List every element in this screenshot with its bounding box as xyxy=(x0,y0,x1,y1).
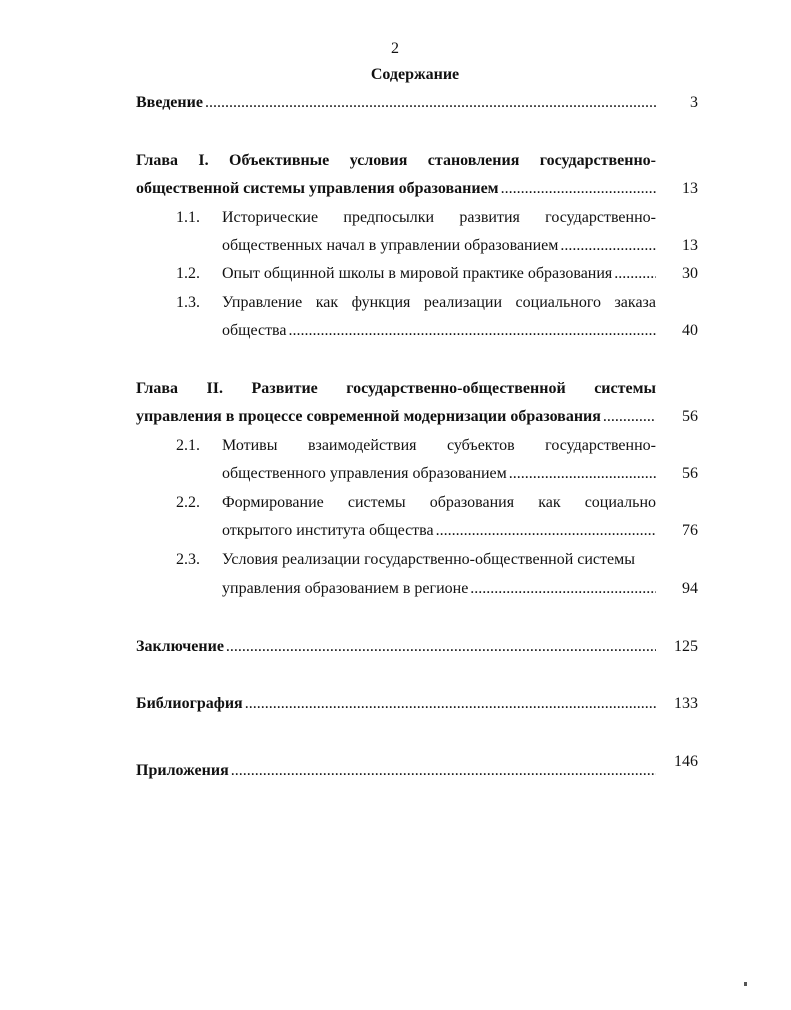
toc-section-title-end: общества xyxy=(222,322,287,339)
leader-dots xyxy=(205,92,656,114)
toc-section-2-2-line1 xyxy=(222,492,656,514)
toc-conclusion xyxy=(136,636,656,658)
word: Управление xyxy=(222,294,303,311)
toc-section-number: 2.2. xyxy=(176,494,200,511)
toc-section-page: 30 xyxy=(682,265,698,282)
toc-chapter1-title-end: общественной системы управления образованием xyxy=(136,180,499,197)
toc-section-page: 56 xyxy=(682,465,698,482)
word: субъектов xyxy=(447,437,515,454)
toc-section-1-1-line1 xyxy=(222,207,656,229)
toc-appendix-page: 146 xyxy=(674,753,698,770)
toc-section-page: 40 xyxy=(682,322,698,339)
word: Исторические xyxy=(222,209,319,226)
toc-section-title-end: открытого института общества xyxy=(222,522,434,539)
toc-intro xyxy=(136,92,656,114)
leader-dots xyxy=(226,636,656,658)
word: образования xyxy=(429,494,515,511)
word: государственно- xyxy=(545,437,656,454)
leader-dots xyxy=(560,235,656,257)
toc-intro-label: Введение xyxy=(136,94,203,111)
toc-section-page: 76 xyxy=(682,522,698,539)
word: государственно- xyxy=(545,209,656,226)
word: I. xyxy=(198,152,209,169)
toc-appendix-label: Приложения xyxy=(136,762,229,779)
toc-section-2-1-line2 xyxy=(222,463,656,485)
word: предпосылки xyxy=(343,209,435,226)
word: социально xyxy=(584,494,656,511)
word: социального xyxy=(515,294,602,311)
toc-conclusion-label: Заключение xyxy=(136,638,224,655)
leader-dots xyxy=(436,520,656,542)
word: Глава xyxy=(136,380,178,397)
toc-section-1-1-line2 xyxy=(222,235,656,257)
toc-section-1-3-line1 xyxy=(222,292,656,314)
leader-dots xyxy=(289,320,657,342)
leader-dots xyxy=(245,693,656,715)
toc-chapter2-line2 xyxy=(136,406,656,428)
toc-section-2-3-line2 xyxy=(222,578,656,600)
word: функция xyxy=(351,294,411,311)
leader-dots xyxy=(501,178,656,200)
word: условия xyxy=(349,152,408,169)
word: Мотивы xyxy=(222,437,278,454)
word: государственно-общественной xyxy=(346,380,566,397)
word: развития xyxy=(459,209,520,226)
word: как xyxy=(538,494,561,511)
toc-intro-page: 3 xyxy=(690,94,698,111)
toc-section-number: 1.2. xyxy=(176,265,200,282)
toc-bibliography-label: Библиография xyxy=(136,695,243,712)
toc-section-title-end: управления образованием в регионе xyxy=(222,580,469,597)
toc-section-title-end: общественных начал в управлении образованием xyxy=(222,237,559,254)
word: Развитие xyxy=(251,380,318,397)
toc-bibliography xyxy=(136,693,656,715)
toc-section-2-1-line1 xyxy=(222,435,656,457)
toc-section-title: Условия реализации государственно-общественной системы xyxy=(222,551,635,568)
toc-section-2-2-line2 xyxy=(222,520,656,542)
page-title: Содержание xyxy=(370,66,460,83)
scan-speck xyxy=(744,982,747,986)
toc-section-2-3-line1 xyxy=(222,549,656,571)
toc-chapter1-line2 xyxy=(136,178,656,200)
toc-section-number: 2.1. xyxy=(176,437,200,454)
toc-appendix xyxy=(136,760,656,782)
toc-chapter1-page: 13 xyxy=(682,180,698,197)
word: Формирование xyxy=(222,494,324,511)
word: заказа xyxy=(614,294,656,311)
word: становления xyxy=(427,152,520,169)
toc-section-number: 2.3. xyxy=(176,551,200,568)
leader-dots xyxy=(231,760,656,782)
word: реализации xyxy=(423,294,503,311)
toc-section-title: Опыт общинной школы в мировой практике образования xyxy=(222,265,613,282)
leader-dots xyxy=(509,463,656,485)
toc-chapter2-line1 xyxy=(136,378,656,400)
word: Глава xyxy=(136,152,178,169)
toc-chapter2-page: 56 xyxy=(682,408,698,425)
toc-chapter1-line1 xyxy=(136,150,656,172)
toc-chapter2-title-end: управления в процессе современной модернизации образования xyxy=(136,408,601,425)
toc-section-1-3-line2 xyxy=(222,320,656,342)
toc-section-page: 94 xyxy=(682,580,698,597)
word: II. xyxy=(206,380,223,397)
word: системы xyxy=(347,494,406,511)
word: Объективные xyxy=(229,152,330,169)
toc-section-number: 1.3. xyxy=(176,294,200,311)
word: государственно- xyxy=(539,152,656,169)
leader-dots xyxy=(614,263,656,285)
toc-section-1-2 xyxy=(222,263,656,285)
word: как xyxy=(315,294,339,311)
toc-section-number: 1.1. xyxy=(176,209,200,226)
page-number: 2 xyxy=(391,40,399,57)
word: системы xyxy=(594,380,656,397)
leader-dots xyxy=(603,406,656,428)
toc-section-title-end: общественного управления образованием xyxy=(222,465,507,482)
toc-bibliography-page: 133 xyxy=(674,695,698,712)
word: взаимодействия xyxy=(307,437,417,454)
toc-section-page: 13 xyxy=(682,237,698,254)
toc-conclusion-page: 125 xyxy=(674,638,698,655)
leader-dots xyxy=(470,578,656,600)
